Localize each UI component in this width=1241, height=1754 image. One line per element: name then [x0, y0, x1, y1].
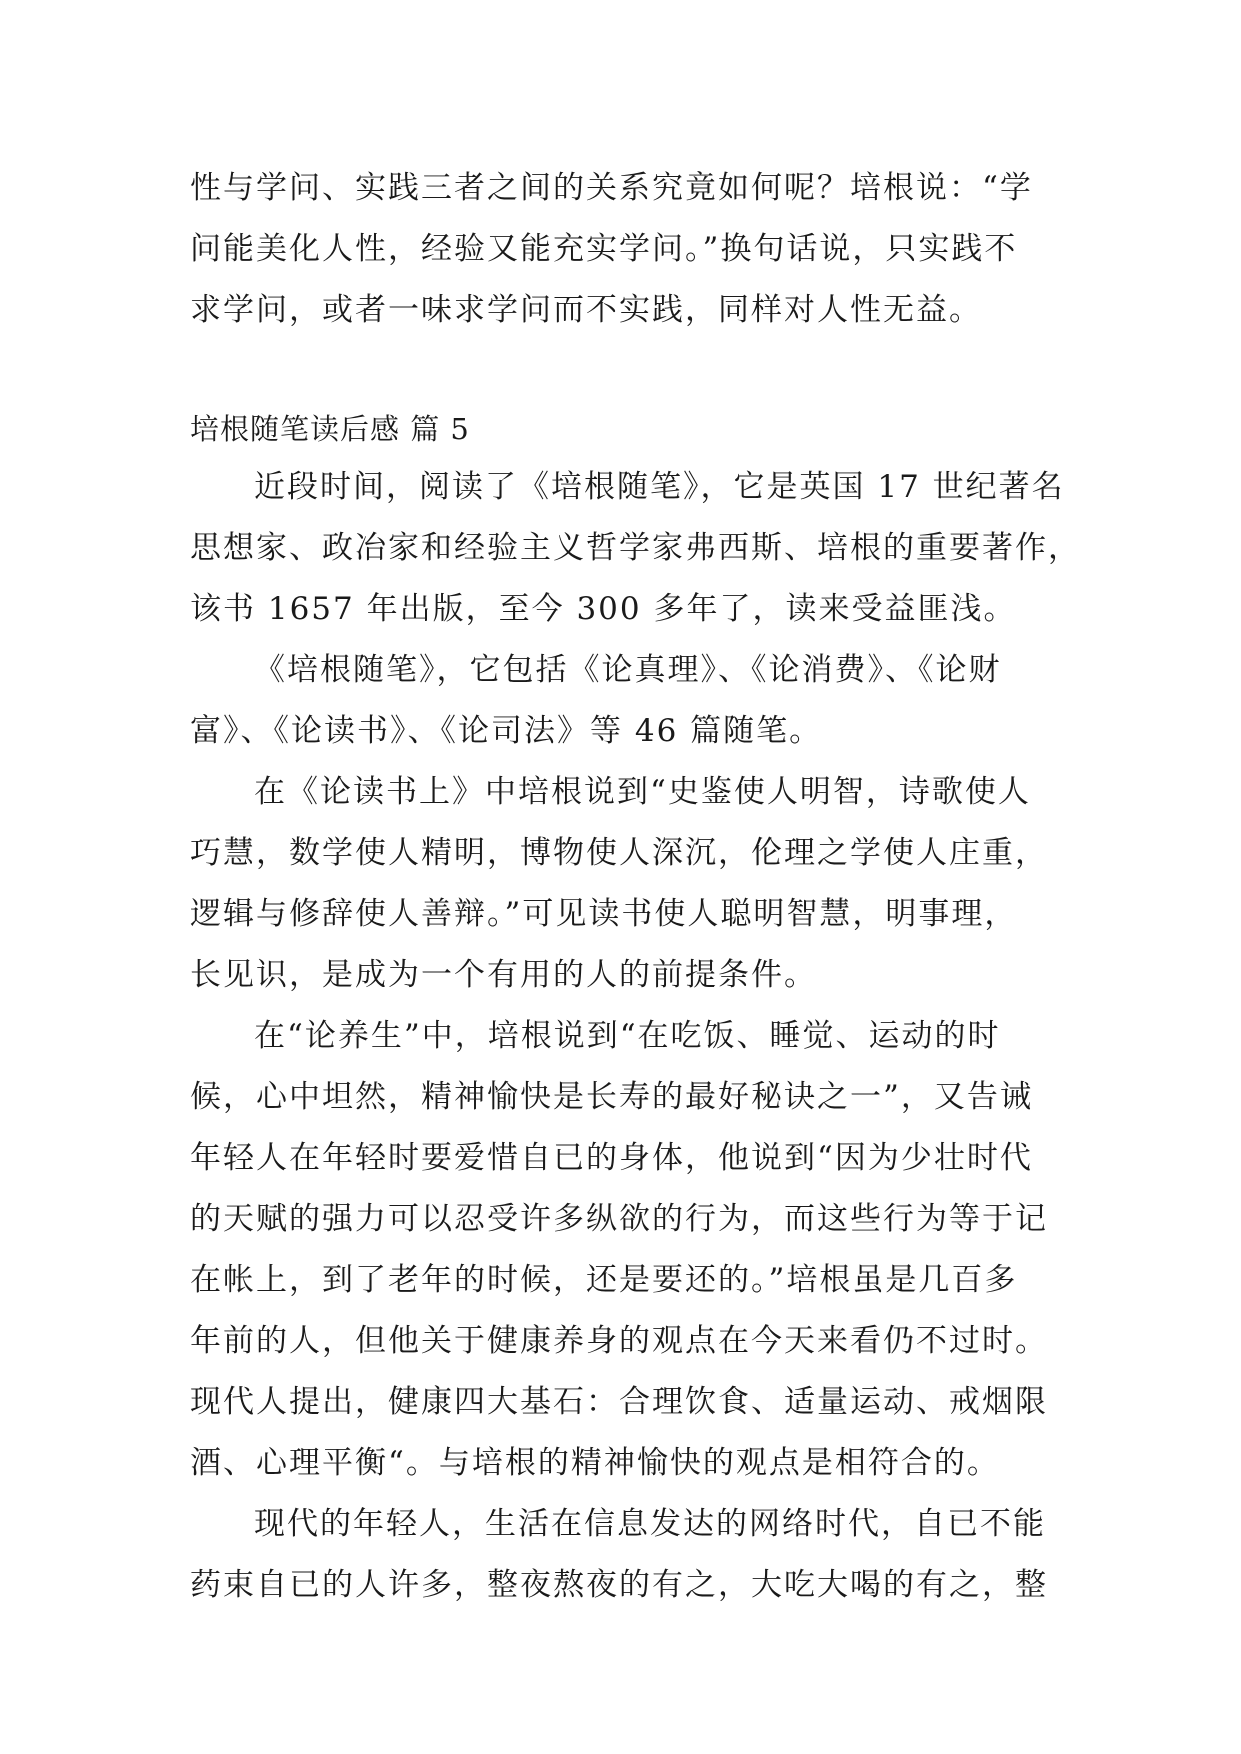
section-gap	[190, 341, 1060, 401]
text-line: 的天赋的强力可以忍受许多纵欲的行为，而这些行为等于记	[190, 1201, 1048, 1237]
paragraph-2	[190, 640, 1060, 762]
text-line: 性与学问、实践三者之间的关系究竟如何呢？培根说：“学	[190, 170, 1033, 206]
text-line: 在“论养生”中，培根说到“在吃饭、睡觉、运动的时	[254, 1018, 1001, 1054]
text-line: 富》、《论读书》、《论司法》等 46 篇随笔。	[190, 713, 823, 749]
text-line: 求学问，或者一味求学问而不实践，同样对人性无益。	[190, 292, 982, 328]
text-line: 年轻人在年轻时要爱惜自已的身体，他说到“因为少壮时代	[190, 1140, 1033, 1176]
text-line: 现代人提出，健康四大基石：合理饮食、适量运动、戒烟限	[190, 1384, 1048, 1420]
text-line: 在帐上，到了老年的时候，还是要还的。”培根虽是几百多	[190, 1262, 1018, 1298]
text-line: 近段时间，阅读了《培根随笔》，它是英国 17 世纪著名	[254, 469, 1065, 505]
paragraph-5	[190, 1494, 1060, 1616]
text-line: 巧慧，数学使人精明，博物使人深沉，伦理之学使人庄重，	[190, 835, 1048, 871]
text-line: 现代的年轻人，生活在信息发达的网络时代，自已不能	[254, 1506, 1046, 1542]
text-line: 思想家、政冶家和经验主义哲学家弗西斯、培根的重要著作，	[190, 530, 1081, 566]
text-line: 酒、心理平衡“。与培根的精神愉快的观点是相符合的。	[190, 1445, 1000, 1481]
text-line: 该书 1657 年出版，至今 300 多年了，读来受益匪浅。	[190, 591, 1017, 627]
text-line: 年前的人，但他关于健康养身的观点在今天来看仍不过时。	[190, 1323, 1048, 1359]
section-title: 培根随笔读后感 篇 5	[190, 412, 470, 446]
document-body	[190, 158, 1081, 1616]
text-line: 药束自已的人许多，整夜熬夜的有之，大吃大喝的有之，整	[190, 1567, 1048, 1603]
paragraph-4	[190, 1006, 1060, 1494]
text-line: 《培根随笔》，它包括《论真理》、《论消费》、《论财	[254, 652, 1002, 688]
text-line: 问能美化人性，经验又能充实学问。”换句话说，只实践不	[190, 231, 1018, 267]
paragraph-3	[190, 762, 1060, 1006]
text-line: 在《论读书上》中培根说到“史鉴使人明智，诗歌使人	[254, 774, 1031, 810]
text-line: 长见识，是成为一个有用的人的前提条件。	[190, 957, 817, 993]
paragraph-1	[190, 457, 1081, 640]
intro-paragraph	[190, 158, 1060, 341]
text-line: 候，心中坦然，精神愉快是长寿的最好秘诀之一”，又告诫	[190, 1079, 1033, 1115]
text-line: 逻辑与修辞使人善辩。”可见读书使人聪明智慧，明事理，	[190, 896, 1018, 932]
